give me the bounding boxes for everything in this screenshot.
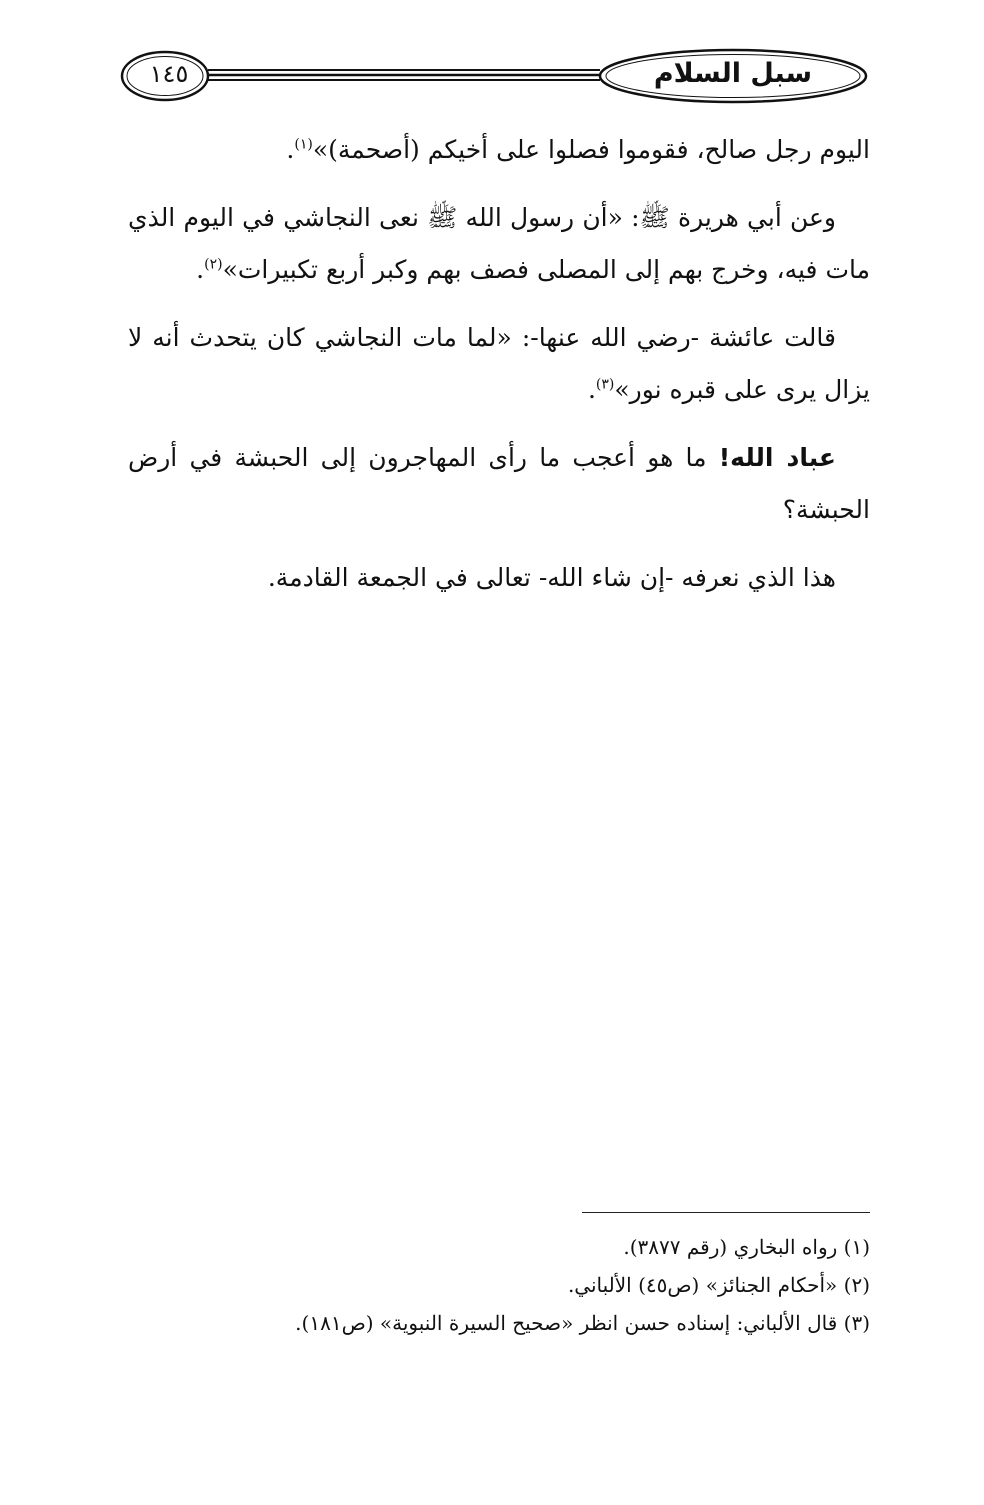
paragraph-3 xyxy=(128,312,870,416)
paragraph-3-text: قالت عائشة -رضي الله عنها-: «لما مات النجاشي كان يتحدث أنه لا يزال يرى على قبره نور» xyxy=(128,323,870,404)
footnote-ref-2: (٢) xyxy=(204,256,223,273)
paragraph-3-end: . xyxy=(587,375,596,404)
footnote-2: (٢) «أحكام الجنائز» (ص٤٥) الألباني. xyxy=(567,1273,870,1297)
body-text xyxy=(128,124,870,620)
footnote-ref-1: (١) xyxy=(294,136,313,153)
paragraph-1-text: اليوم رجل صالح، فقوموا فصلوا على أخيكم (أصحمة)» xyxy=(312,135,870,164)
paragraph-2-text: وعن أبي هريرة ﷺ: «أن رسول الله ﷺ نعى النجاشي في اليوم الذي مات فيه، وخرج بهم إلى المصلى فصف بهم وكبر أربع تكبيرات» xyxy=(128,203,870,284)
paragraph-2 xyxy=(128,192,870,296)
address-phrase: عباد الله! xyxy=(718,443,836,472)
paragraph-1-end: . xyxy=(286,135,295,164)
footnote-divider xyxy=(582,1212,870,1213)
paragraph-4 xyxy=(128,432,870,536)
running-title: سبل السلام xyxy=(653,58,813,89)
footnotes xyxy=(128,1228,870,1342)
footnote-3: (٣) قال الألباني: إسناده حسن انظر «صحيح السيرة النبوية» (ص١٨١). xyxy=(295,1311,870,1335)
page-header xyxy=(118,46,870,106)
paragraph-2-end: . xyxy=(196,255,205,284)
page-number: ١٤٥ xyxy=(149,60,189,88)
paragraph-4-text: ما هو أعجب ما رأى المهاجرون إلى الحبشة في أرض الحبشة؟ xyxy=(128,443,870,524)
footnote-1: (١) رواه البخاري (رقم ٣٨٧٧). xyxy=(623,1235,870,1259)
footnote-ref-3: (٣) xyxy=(595,376,615,393)
paragraph-5 xyxy=(128,552,870,604)
paragraph-1 xyxy=(128,124,870,176)
paragraph-5-text: هذا الذي نعرفه -إن شاء الله- تعالى في الجمعة القادمة. xyxy=(267,563,836,592)
